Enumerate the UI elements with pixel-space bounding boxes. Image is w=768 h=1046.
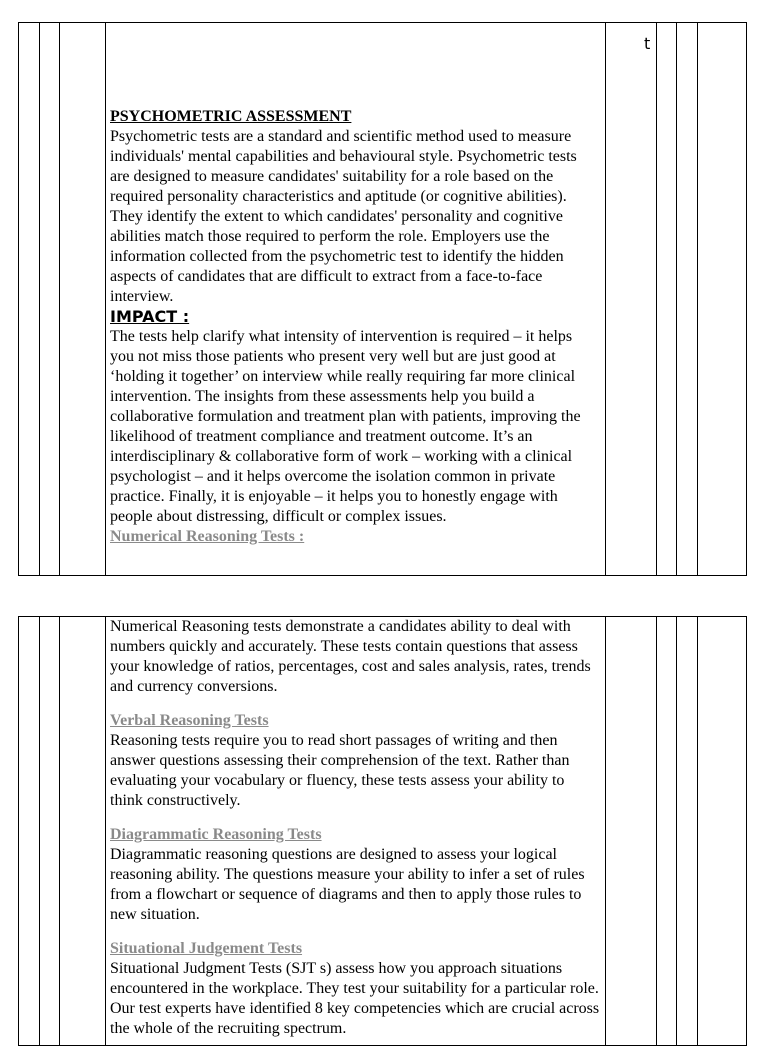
intro-paragraph: Psychometric tests are a standard and scientific method used to measure individuals' mental capabilities and behavioural style. Psychometric tests are designed to measure candidates' suitability for a role based on the required personality characteristics and aptitude (or cognitive abilities). They identify the extent to which candidates' personality and cognitive abilities match those required to perform the role. Employers use the information collected from the psychometric test to identify the hidden aspects of candidates that are difficult to extract from a face-to-face interview. [110, 128, 577, 305]
column-divider [656, 23, 657, 575]
column-divider [59, 23, 60, 575]
column-divider [105, 23, 106, 575]
column-divider [697, 617, 698, 1045]
numerical-reasoning-link[interactable]: Numerical Reasoning Tests : [110, 528, 305, 545]
impact-heading: IMPACT : [110, 307, 190, 326]
impact-paragraph: The tests help clarify what intensity of intervention is required – it helps you not miss those patients who present very well but are just good at ‘holding it together’ on interview while really requiring far more clinical intervention. The insights from these assessments help you build a collaborative formulation and treatment plan with patients, improving the likelihood of treatment compliance and treatment outcome. It’s an interdisciplinary & collaborative form of work – working with a clinical psychologist – and it helps overcome the isolation common in private practice. Finally, it is enjoyable – it helps you to honestly engage with people about distressing, difficult or complex issues. [110, 328, 581, 525]
verbal-paragraph: Reasoning tests require you to read short passages of writing and then answer questions assessing their comprehension of the text. Rather than evaluating your vocabulary or fluency, these tests assess your ability to think constructively. [110, 732, 570, 809]
page-1-content [110, 107, 600, 547]
situational-paragraph: Situational Judgment Tests (SJT s) assess how you approach situations encountered in the workplace. They test your suitability for a particular role. Our test experts have identified 8 key competencies which are crucial across the whole of the recruiting spectrum. [110, 960, 600, 1037]
column-divider [59, 617, 60, 1045]
diagrammatic-reasoning-link[interactable]: Diagrammatic Reasoning Tests [110, 826, 322, 843]
column-divider [676, 617, 677, 1045]
column-divider [605, 23, 606, 575]
column-divider [39, 617, 40, 1045]
numerical-paragraph: Numerical Reasoning tests demonstrate a candidates ability to deal with numbers quickly and accurately. These tests contain questions that assess your knowledge of ratios, percentages, cost and sales analysis, rates, trends and currency conversions. [110, 618, 591, 695]
page-2-content [110, 617, 600, 1039]
column-divider [105, 617, 106, 1045]
situational-judgement-link[interactable]: Situational Judgement Tests [110, 940, 303, 957]
section-title: PSYCHOMETRIC ASSESSMENT [110, 108, 352, 125]
column-divider [656, 617, 657, 1045]
column-divider [39, 23, 40, 575]
column-divider [697, 23, 698, 575]
verbal-reasoning-link[interactable]: Verbal Reasoning Tests [110, 712, 269, 729]
diagrammatic-paragraph: Diagrammatic reasoning questions are designed to assess your logical reasoning ability. The questions measure your ability to infer a set of rules from a flowchart or sequence of diagrams and then to apply those rules to new situation. [110, 846, 585, 923]
stray-character: t [644, 34, 651, 53]
column-divider [676, 23, 677, 575]
column-divider [605, 617, 606, 1045]
